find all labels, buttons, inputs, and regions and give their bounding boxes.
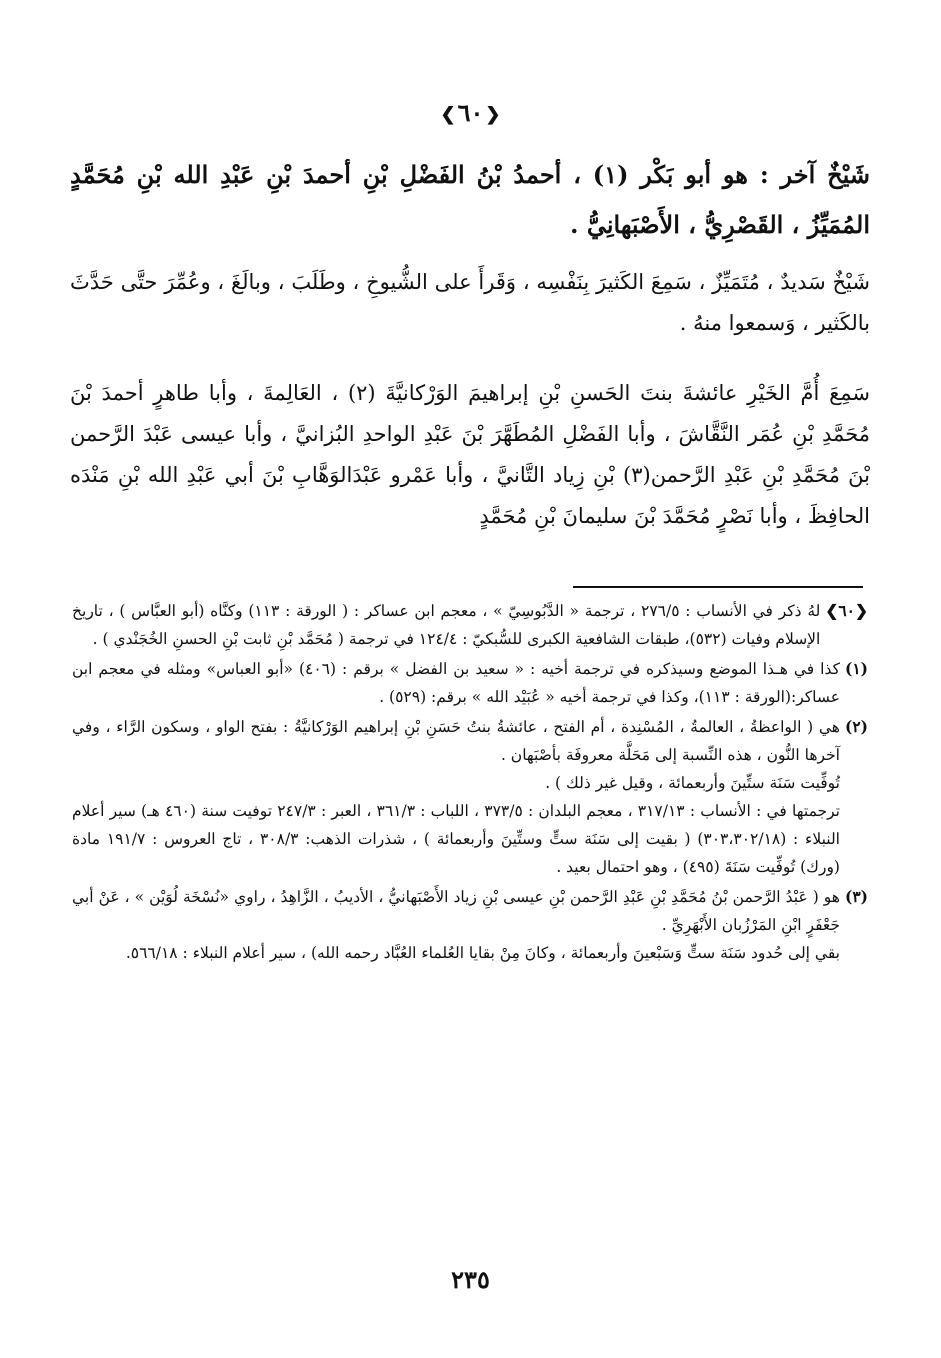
- ornament-left-icon: ❯: [440, 104, 456, 125]
- footnote-text: تُوفِّيت سَنَة ستِّينَ وأربعمائة ، وقيل غير ذلك ) .: [545, 774, 840, 792]
- footnote-entry: [72, 883, 868, 967]
- footnote-mark: (١): [844, 659, 868, 678]
- footnote-entry: [72, 713, 868, 881]
- footnotes-section: [72, 597, 868, 969]
- footnote-entry: [72, 655, 868, 711]
- footnote-body: [72, 883, 840, 967]
- entry-number-header: [0, 98, 941, 127]
- footnote-mark: (٢): [844, 717, 868, 736]
- footnote-text: لهُ ذكر في الأنساب : ٢٧٦/٥ ، ترجمة « الدَّبُوسِيّ » ، معجم ابن عساكر : ( الورقة : ١١٣) وكنَّاه (أبو العبَّاس ) ، تاريخ الإسلام وفيات (٥٣٢)، طبقات الشافعية الكبرى للسُّبكيّ : ١٢٤/٤ في ترجمة ( مُحَمَّد بْنِ ثابت بْنِ الحسنِ الخُجَنْدي ) .: [72, 602, 821, 648]
- entry-number: ٦٠: [457, 98, 484, 127]
- footnote-text: كذا في هـذا الموضع وسيذكره في ترجمة أخيه : « سعيد بن الفضل » برقم : (٤٠٦) «أبو العباس» ومثله في معجم ابن عساكر:(الورقة : ١١٣)، وكذا في ترجمة أخيه « عُبَيْد الله » برقم: (٥٢٩) .: [72, 660, 840, 706]
- footnote-text: هو ( عَبْدُ الرَّحمن بْنُ مُحَمَّدِ بْنِ عَبْدِ الرَّحمن بْنِ عيسى بْنِ زياد الأَصْبَهانيُّ ، الأديبُ ، الزَّاهِدُ ، راوي «نُسْخَة لُوَيْن » ، عَنْ أبي جَعْفَرٍ ابْنِ المَرْزُبان الأَبْهَرِيِّ .: [72, 888, 840, 934]
- footnote-entry: [72, 597, 868, 653]
- footnote-mark: (٣): [844, 887, 868, 906]
- footnote-text: هي ( الواعظةُ ، العالمةُ ، المُسْنِدة ، أم الفتح ، عائشةُ بنتُ حَسَنِ بْنِ إبراهيم الوَرْكانيَّةُ : بفتح الواو ، وسكون الرَّاء ، وفي آخرها النُّون ، هذه النِّسبة إلى مَحَلَّة معروفَة بأصْبَهان .: [72, 718, 840, 764]
- page-number: ٢٣٥: [451, 1265, 490, 1294]
- paragraph-2: سَمِعَ أُمَّ الخَيْرِ عائشةَ بنتَ الحَسنِ بْنِ إبراهيمَ الوَرْكانيَّةَ (٢) ، العَالِمةَ ، وأبا طاهرٍ أحمدَ بْنَ مُحَمَّدِ بْنِ عُمَر النَّقَّاشَ ، وأبا الفَضْلِ المُطَهَّرَ بْنَ عَبْدِ الواحدِ البُزانيَّ ، وأبا عيسى عَبْدَ الرَّحمن بْنَ مُحَمَّدِ بْنِ عَبْدِ الرَّحمن(٣) بْنِ زِياد التَّانيَّ ، وأبا عَمْرو عَبْدَالوَهَّابِ بْنَ أبي عَبْدِ الله بْنِ مَنْدَه الحافِظَ ، وأبا نَصْرٍ مُحَمَّدَ بْنَ سليمانَ بْنِ مُحَمَّدٍ: [70, 381, 870, 528]
- footnote-mark: ❮٦٠❯: [825, 601, 868, 620]
- footnote-text: ترجمتها في : الأنساب : ٣١٧/١٣ ، معجم البلدان : ٣٧٣/٥ ، اللباب : ٣٦١/٣ ، العبر : ٢٤٧/٣ توفيت سنة (٤٦٠ هـ) سير أعلام النبلاء : (٣٠٣،٣٠٢/١٨) ( بقيت إلى سَنَة ستٍّ وستِّينَ وأربعمائة ) ، شذرات الذهب: ٣٠٨/٣ ، تاج العروس : ١٩١/٧ مادة (ورك) تُوفِّيت سَنَةَ (٤٩٥) ، وهو احتمال بعيد .: [72, 802, 840, 876]
- footnote-body: [72, 713, 840, 881]
- paragraph-1: شَيْخٌ سَديدٌ ، مُتَمَيِّزٌ ، سَمِعَ الكَثيرَ بِنَفْسِه ، وَقَرأَ على الشُّيوخِ ، وطَلَبَ ، وبالَغَ ، وعُمِّرَ حتَّى حَدَّثَ بالكَثير ، وَسمعوا منهُ .: [70, 270, 870, 335]
- footnote-body: [72, 655, 840, 711]
- entry-heading: شَيْخٌ آخر : هو أبو بَكْر (١) ، أحمدُ بْنُ الفَضْلِ بْنِ أحمدَ بْنِ عَبْدِ الله بْنِ مُحَمَّدٍ المُمَيِّزُ ، القَصْرِيُّ ، الأَصْبَهانِيُّ .: [70, 160, 870, 239]
- footnote-text: بقي إلى حُدود سَنَة ستٍّ وَسَبْعينَ وأربعمائة ، وكانَ مِنْ بقايا العُلماء العُبَّاد رحمه الله) ، سير أعلام النبلاء : ٥٦٦/١٨.: [125, 944, 840, 962]
- ornament-right-icon: ❮: [485, 104, 501, 125]
- footnote-divider: [573, 586, 863, 588]
- footnote-body: [72, 597, 820, 653]
